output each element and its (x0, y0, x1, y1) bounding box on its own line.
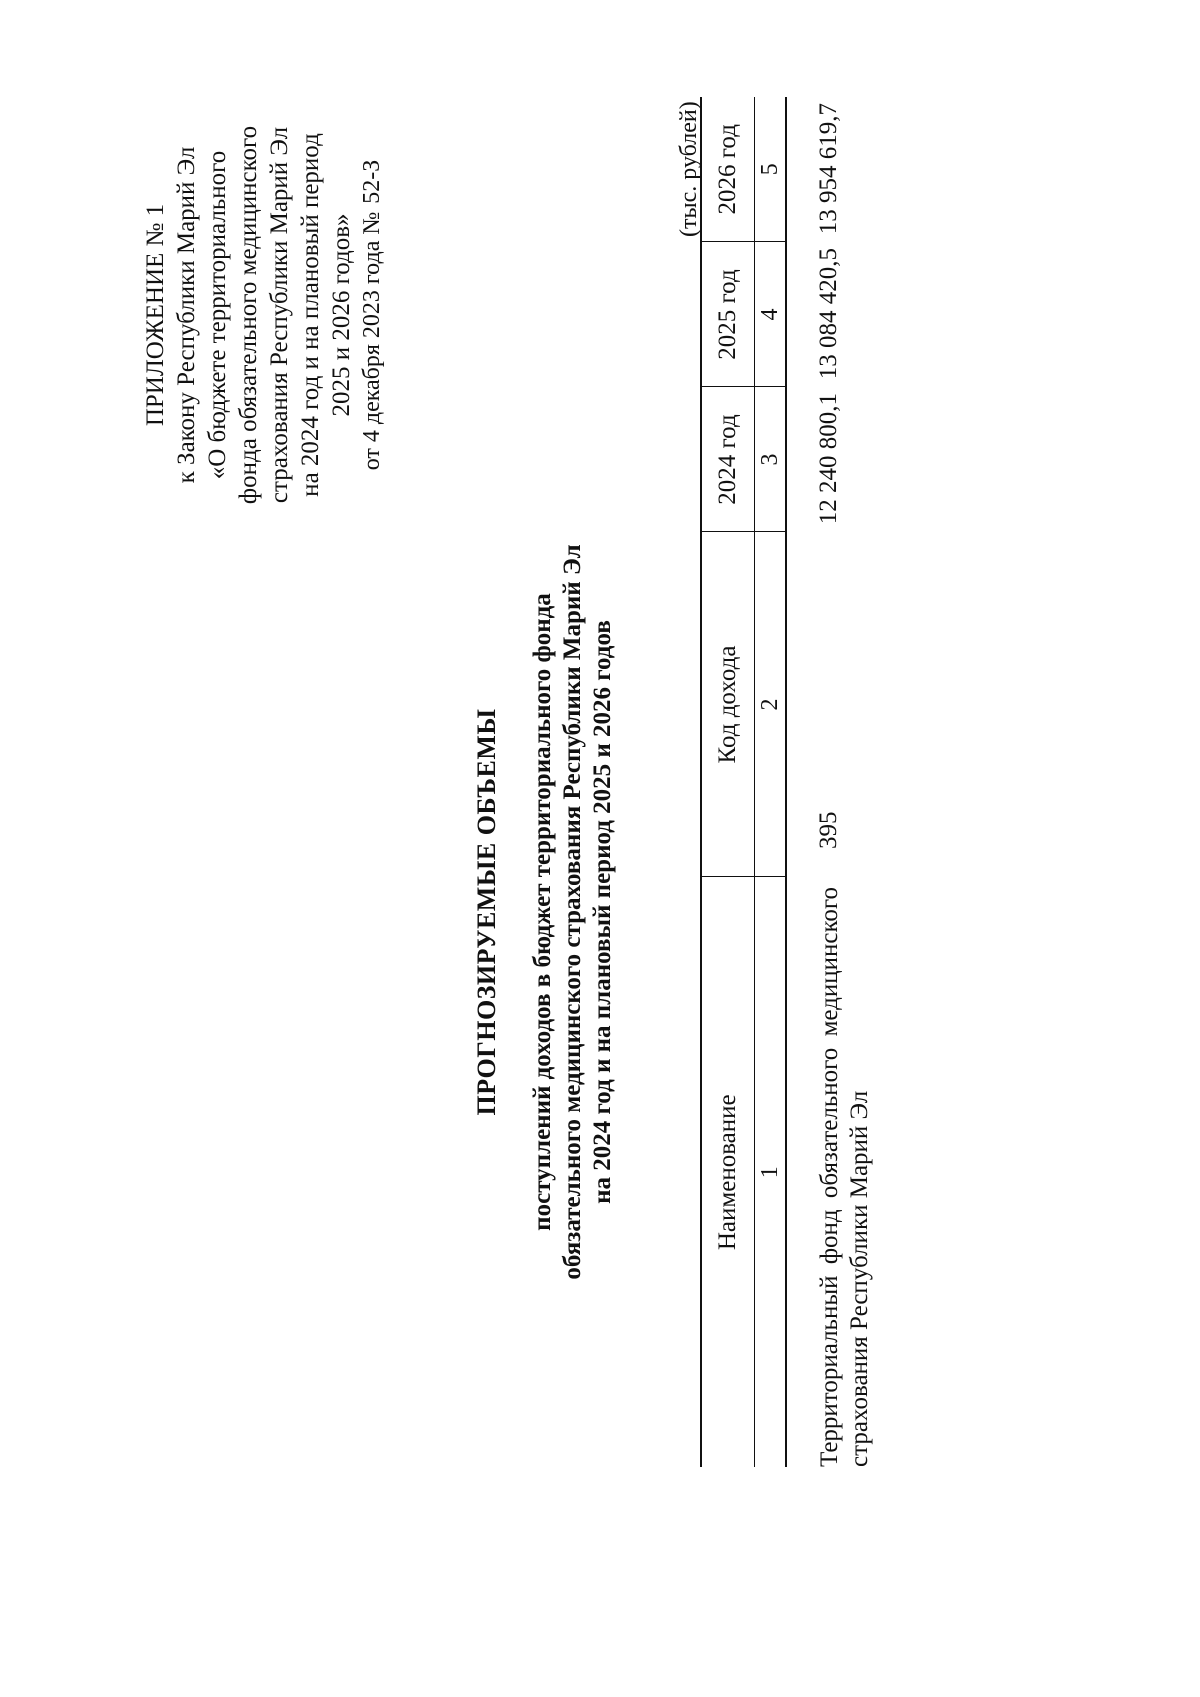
appendix-line: «О бюджете территориального (204, 150, 231, 480)
header-2025: 2025 год (701, 242, 755, 387)
units-label: (тыс. рублей) (676, 101, 702, 237)
appendix-line: к Закону Республики Марий Эл (173, 146, 200, 484)
header-2026: 2026 год (701, 97, 755, 242)
law-date: от 4 декабря 2023 года № (359, 211, 385, 471)
appendix-line: страхования Республики Марий Эл (266, 126, 293, 504)
appendix-block (140, 125, 388, 505)
index-cell: 5 (755, 97, 787, 242)
document-title (472, 257, 618, 1567)
index-cell: 2 (755, 532, 787, 877)
law-signature-line (357, 125, 388, 505)
header-name: Наименование (701, 877, 755, 1467)
appendix-line: 2025 и 2026 годов» (328, 213, 355, 417)
title-subline: обязательного медицинского страхования Республики Марий Эл (559, 544, 586, 1280)
row-2025: 13 084 420,5 (815, 248, 842, 380)
index-cell: 3 (755, 387, 787, 532)
title-subline: поступлений доходов в бюджет территориального фонда (529, 593, 556, 1231)
index-cell: 4 (755, 242, 787, 387)
row-code: 395 (815, 811, 842, 849)
header-2024: 2024 год (701, 387, 755, 532)
revenue-table (700, 97, 875, 1467)
row-name: Территориальный фонд обязательного медицинского страхования Республики Марий Эл (816, 887, 873, 1467)
header-code: Код дохода (701, 532, 755, 877)
title-main: ПРОГНОЗИРУЕМЫЕ ОБЪЕМЫ (472, 708, 501, 1116)
title-subline: на 2024 год и на плановый период 2025 и 2026 годов (589, 620, 616, 1204)
index-cell: 1 (755, 877, 787, 1467)
table-row (786, 97, 875, 1467)
law-number: 52-З (359, 159, 385, 204)
table-header-row (701, 97, 755, 1467)
table-index-row (755, 97, 787, 1467)
row-2024: 12 240 800,1 (815, 393, 842, 525)
row-2026: 13 954 619,7 (815, 103, 842, 235)
appendix-line: на 2024 год и на плановый период (297, 133, 324, 497)
appendix-line: ПРИЛОЖЕНИЕ № 1 (142, 203, 169, 427)
appendix-line: фонда обязательного медицинского (235, 125, 262, 505)
